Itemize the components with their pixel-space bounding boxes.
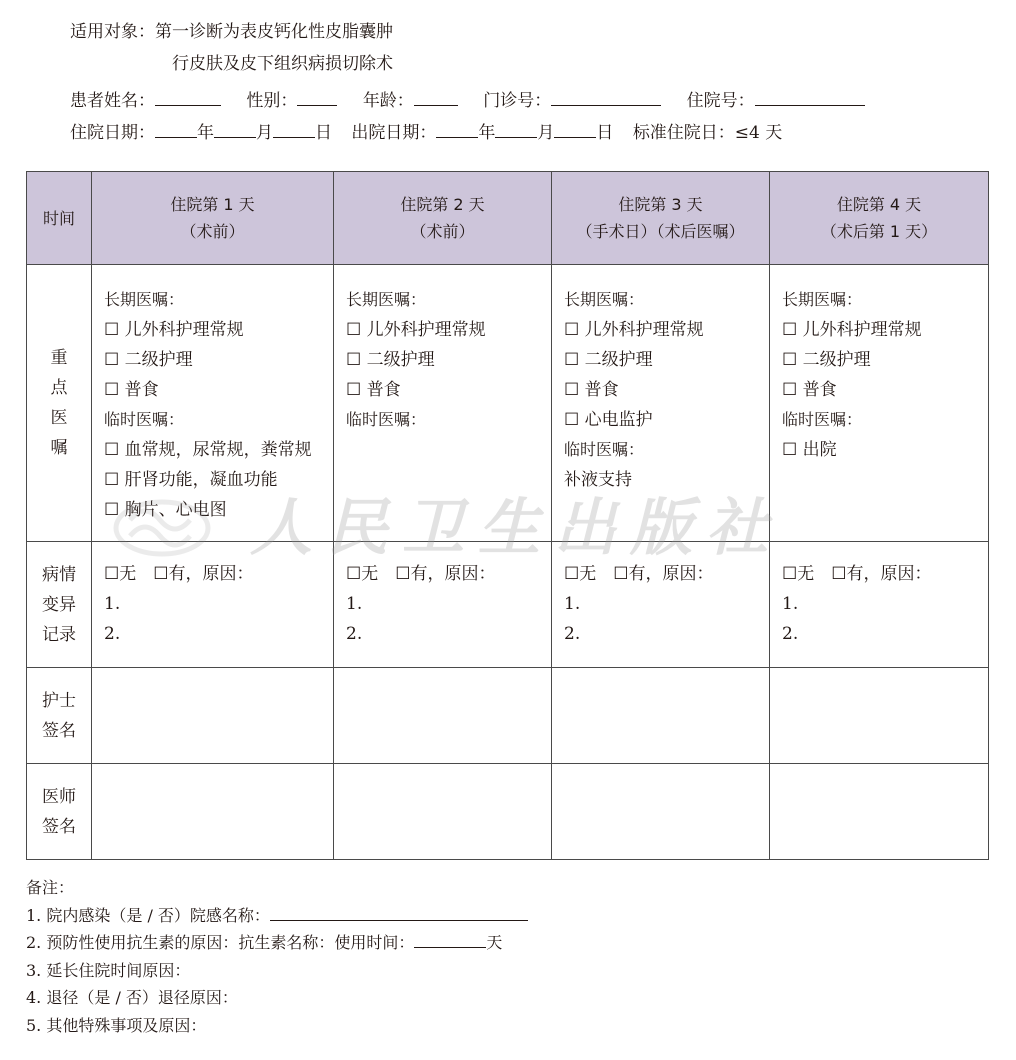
order-checkbox-item[interactable]: ☐ 普食 — [564, 380, 619, 400]
clinical-pathway-table — [26, 171, 989, 860]
day-3-nurse-signature[interactable] — [552, 668, 770, 764]
day-4-title: 住院第 4 天 — [836, 195, 922, 214]
outpatient-no-field[interactable] — [551, 87, 661, 106]
day-1-title: 住院第 1 天 — [170, 195, 255, 214]
day-3-orders — [552, 265, 770, 542]
variation-reason-1[interactable]: 1. — [104, 594, 121, 614]
variation-label-line: 变异 — [42, 594, 76, 615]
order-checkbox-item[interactable]: ☐ 儿外科护理常规 — [104, 320, 244, 340]
outpatient-no-label: 门诊号： — [483, 91, 552, 111]
admit-day-field[interactable] — [273, 119, 315, 138]
discharge-date-label: 出院日期： — [351, 123, 437, 143]
day-2-doctor-signature[interactable] — [334, 764, 552, 860]
variation-reason-1[interactable]: 1. — [782, 594, 799, 614]
notes-title: 备注： — [26, 878, 75, 897]
order-checkbox-item[interactable]: ☐ 普食 — [782, 380, 837, 400]
day-2-header — [334, 172, 552, 265]
orders-label-char: 点 — [50, 378, 68, 398]
long-term-orders-heading: 长期医嘱： — [564, 290, 645, 309]
note-item-3: 3. 延长住院时间原因： — [26, 960, 191, 980]
applicable-diagnosis: 第一诊断为表皮钙化性皮脂囊肿 — [155, 22, 393, 42]
note-item-5: 5. 其他特殊事项及原因： — [26, 1015, 207, 1035]
day-2-orders — [334, 265, 552, 542]
variation-reason-1[interactable]: 1. — [564, 594, 581, 614]
day-1-subtitle: （术前） — [180, 222, 245, 241]
discharge-year-field[interactable] — [436, 119, 478, 138]
admit-date-label: 住院日期： — [70, 123, 155, 143]
notes-section — [26, 874, 528, 1039]
day-1-orders — [92, 265, 334, 542]
orders-label-char: 嘱 — [50, 438, 68, 458]
note-text: 2. 预防性使用抗生素的原因：抗生素名称：使用时间： — [26, 933, 415, 952]
long-term-orders-heading: 长期医嘱： — [346, 290, 427, 309]
doctor-label-line: 签名 — [42, 816, 76, 837]
variation-checkbox-line[interactable]: ☐无 ☐有，原因： — [104, 564, 254, 584]
admit-month-unit: 月 — [256, 123, 273, 143]
day-4-orders — [770, 265, 989, 542]
day-4-header — [770, 172, 989, 265]
day-2-title: 住院第 2 天 — [400, 195, 485, 214]
order-checkbox-item[interactable]: ☐ 儿外科护理常规 — [782, 320, 922, 340]
time-header: 时间 — [27, 172, 92, 265]
admit-year-field[interactable] — [155, 119, 197, 138]
doctor-label-line: 医师 — [42, 786, 76, 807]
variation-checkbox-line[interactable]: ☐无 ☐有，原因： — [782, 564, 932, 584]
inpatient-no-field[interactable] — [755, 87, 865, 106]
age-field[interactable] — [414, 87, 458, 106]
temporary-orders-heading: 临时医嘱： — [104, 410, 185, 429]
order-checkbox-item[interactable]: ☐ 二级护理 — [782, 350, 871, 370]
applicable-label: 适用对象： — [70, 22, 155, 42]
day-3-subtitle: （手术日）（术后医嘱） — [576, 222, 745, 241]
order-text-item: 补液支持 — [564, 470, 632, 490]
admit-month-field[interactable] — [214, 119, 256, 138]
discharge-month-field[interactable] — [495, 119, 537, 138]
order-checkbox-item[interactable]: ☐ 心电监护 — [564, 410, 653, 430]
admit-year-unit: 年 — [197, 123, 214, 143]
patient-name-field[interactable] — [155, 87, 221, 106]
order-checkbox-item[interactable]: ☐ 儿外科护理常规 — [346, 320, 486, 340]
order-checkbox-item[interactable]: ☐ 二级护理 — [346, 350, 435, 370]
age-label: 年龄： — [362, 91, 414, 111]
note-item-2 — [26, 929, 528, 957]
variation-row — [27, 542, 989, 668]
order-checkbox-item[interactable]: ☐ 肝肾功能，凝血功能 — [104, 470, 278, 490]
day-3-variation — [552, 542, 770, 668]
orders-label-char: 重 — [50, 348, 68, 368]
day-3-doctor-signature[interactable] — [552, 764, 770, 860]
order-checkbox-item[interactable]: ☐ 儿外科护理常规 — [564, 320, 704, 340]
variation-checkbox-line[interactable]: ☐无 ☐有，原因： — [346, 564, 496, 584]
order-checkbox-item[interactable]: ☐ 出院 — [782, 440, 837, 460]
applicable-line-2: 行皮肤及皮下组织病损切除术 — [172, 54, 393, 74]
variation-reason-2[interactable]: 2. — [346, 624, 363, 644]
day-3-title: 住院第 3 天 — [618, 195, 703, 214]
variation-label-line: 病情 — [42, 564, 76, 585]
day-4-subtitle: （术后第 1 天） — [820, 222, 938, 241]
long-term-orders-heading: 长期医嘱： — [104, 290, 185, 309]
nurse-label-line: 签名 — [42, 720, 76, 741]
publisher-watermark-text: 人民卫生出版社 — [250, 491, 783, 564]
gender-field[interactable] — [297, 87, 337, 106]
day-4-variation — [770, 542, 989, 668]
day-2-nurse-signature[interactable] — [334, 668, 552, 764]
day-4-nurse-signature[interactable] — [770, 668, 989, 764]
day-1-nurse-signature[interactable] — [92, 668, 334, 764]
discharge-month-unit: 月 — [537, 123, 555, 143]
variation-checkbox-line[interactable]: ☐无 ☐有，原因： — [564, 564, 714, 584]
doctor-sign-row — [27, 764, 989, 860]
patient-info-line — [70, 87, 865, 113]
orders-label-char: 医 — [50, 408, 68, 428]
order-checkbox-item[interactable]: ☐ 二级护理 — [104, 350, 193, 370]
variation-reason-1[interactable]: 1. — [346, 594, 363, 614]
temporary-orders-heading: 临时医嘱： — [782, 410, 863, 429]
temporary-orders-heading: 临时医嘱： — [564, 440, 645, 459]
orders-row — [27, 265, 989, 542]
header-row — [27, 172, 989, 265]
date-line — [70, 119, 782, 145]
day-2-subtitle: （术前） — [410, 222, 475, 241]
order-checkbox-item[interactable]: ☐ 胸片、心电图 — [104, 500, 227, 520]
nurse-sign-row — [27, 668, 989, 764]
note-unit: 天 — [486, 933, 503, 952]
orders-row-label — [27, 265, 92, 542]
order-checkbox-item[interactable]: ☐ 血常规，尿常规，粪常规 — [104, 440, 312, 460]
admit-day-unit: 日 — [315, 123, 332, 143]
variation-label-line: 记录 — [42, 624, 76, 645]
day-1-header — [92, 172, 334, 265]
note-text: 1. 院内感染（是 / 否）院感名称： — [26, 905, 270, 925]
variation-row-label — [27, 542, 92, 668]
day-3-header — [552, 172, 770, 265]
order-checkbox-item[interactable]: ☐ 普食 — [346, 380, 401, 400]
day-1-variation — [92, 542, 334, 668]
note-item-4: 4. 退径（是 / 否）退径原因： — [26, 988, 238, 1007]
day-4-doctor-signature[interactable] — [770, 764, 989, 860]
discharge-day-unit: 日 — [596, 123, 614, 143]
inpatient-no-label: 住院号： — [686, 91, 755, 111]
note-item-1 — [26, 902, 528, 930]
discharge-year-unit: 年 — [478, 123, 496, 143]
temporary-orders-heading: 临时医嘱： — [346, 410, 427, 429]
long-term-orders-heading: 长期医嘱： — [782, 290, 863, 309]
patient-name-label: 患者姓名： — [70, 91, 155, 111]
order-checkbox-item[interactable]: ☐ 普食 — [104, 380, 159, 400]
variation-reason-2[interactable]: 2. — [104, 624, 121, 644]
day-2-variation — [334, 542, 552, 668]
doctor-sign-label — [27, 764, 92, 860]
antibiotic-time-field[interactable] — [414, 929, 486, 948]
discharge-day-field[interactable] — [554, 119, 596, 138]
variation-reason-2[interactable]: 2. — [782, 624, 799, 644]
applicable-line-1 — [70, 20, 393, 44]
order-checkbox-item[interactable]: ☐ 二级护理 — [564, 350, 653, 370]
day-1-doctor-signature[interactable] — [92, 764, 334, 860]
infection-name-field[interactable] — [270, 902, 528, 921]
nurse-sign-label — [27, 668, 92, 764]
gender-label: 性别： — [246, 91, 298, 111]
nurse-label-line: 护士 — [42, 690, 76, 711]
standard-stay: 标准住院日：≤4 天 — [632, 123, 783, 143]
variation-reason-2[interactable]: 2. — [564, 624, 581, 644]
